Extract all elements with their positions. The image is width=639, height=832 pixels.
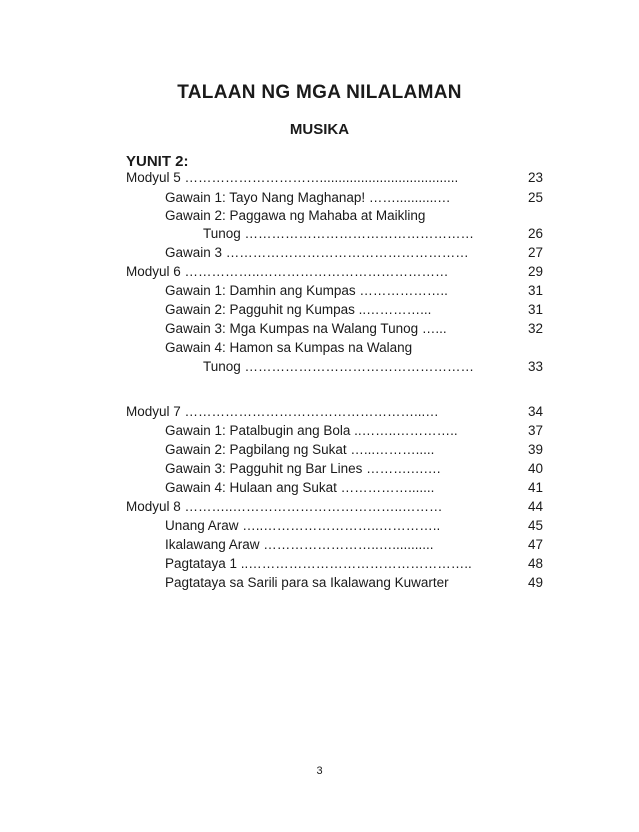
toc-page-number: 44 [528, 499, 544, 514]
toc-entry-gawain: Gawain 3 ……………………………………………… [165, 245, 469, 260]
toc-page-number: 26 [528, 226, 544, 241]
toc-entry-araw: Ikalawang Araw ……………………..…........... [165, 537, 434, 552]
toc-page-number: 45 [528, 518, 544, 533]
toc-page-number: 27 [528, 245, 544, 260]
toc-page-number: 29 [528, 264, 544, 279]
toc-entry-modyul-5: Modyul 5 …………………………..................................... [126, 170, 459, 185]
page-title: TALAAN NG MGA NILALAMAN [177, 82, 462, 103]
toc-entry-modyul-7: Modyul 7 ……………………………………………...… [126, 404, 439, 419]
toc-entry-gawain: Gawain 4: Hulaan ang Sukat ……………....... [165, 480, 435, 495]
toc-entry-gawain: Gawain 2: Pagbilang ng Sukat …...………..... [165, 442, 435, 457]
toc-page-number: 40 [528, 461, 544, 476]
toc-page-number: 32 [528, 321, 544, 336]
toc-entry-pagtataya: Pagtataya 1 ..………………………………………….. [165, 556, 472, 571]
toc-page-number: 23 [528, 170, 544, 185]
toc-entry-gawain: Gawain 3: Mga Kumpas na Walang Tunog …... [165, 321, 447, 336]
toc-page-number: 33 [528, 359, 544, 374]
toc-entry-modyul-8: Modyul 8 ………..………………………………..……… [126, 499, 443, 514]
toc-entry-gawain: Gawain 1: Tayo Nang Maghanap! ……...........… [165, 190, 451, 205]
toc-entry-modyul-6: Modyul 6 ……………..…………………………………… [126, 264, 449, 279]
toc-entry-continuation: Tunog …………………………………………… [203, 226, 475, 241]
toc-entry-gawain: Gawain 2: Pagguhit ng Kumpas ..…………... [165, 302, 432, 317]
toc-entry-gawain: Gawain 4: Hamon sa Kumpas na Walang [165, 340, 413, 355]
page-number: 3 [316, 765, 323, 777]
toc-page-number: 34 [528, 404, 544, 419]
toc-page-number: 37 [528, 423, 544, 438]
toc-page-number: 49 [528, 575, 544, 590]
toc-entry-gawain: Gawain 3: Pagguhit ng Bar Lines ……….….… [165, 461, 442, 476]
toc-page-number: 31 [528, 283, 544, 298]
subject-heading: MUSIKA [289, 121, 350, 138]
toc-entry-continuation: Tunog …………………………………………… [203, 359, 475, 374]
toc-entry-pagtataya: Pagtataya sa Sarili para sa Ikalawang Kuwarter [165, 575, 449, 590]
unit-heading: YUNIT 2: [126, 153, 189, 170]
toc-page-number: 31 [528, 302, 544, 317]
toc-page-number: 47 [528, 537, 544, 552]
toc-page-number: 25 [528, 190, 544, 205]
toc-entry-gawain: Gawain 2: Paggawa ng Mahaba at Maikling [165, 208, 426, 223]
toc-page-number: 41 [528, 480, 544, 495]
toc-page-number: 48 [528, 556, 544, 571]
toc-entry-araw: Unang Araw …..……………………..………….. [165, 518, 441, 533]
toc-entry-gawain: Gawain 1: Patalbugin ang Bola ..……..………….. [165, 423, 458, 438]
toc-page-number: 39 [528, 442, 544, 457]
toc-entry-gawain: Gawain 1: Damhin ang Kumpas ……………….. [165, 283, 448, 298]
